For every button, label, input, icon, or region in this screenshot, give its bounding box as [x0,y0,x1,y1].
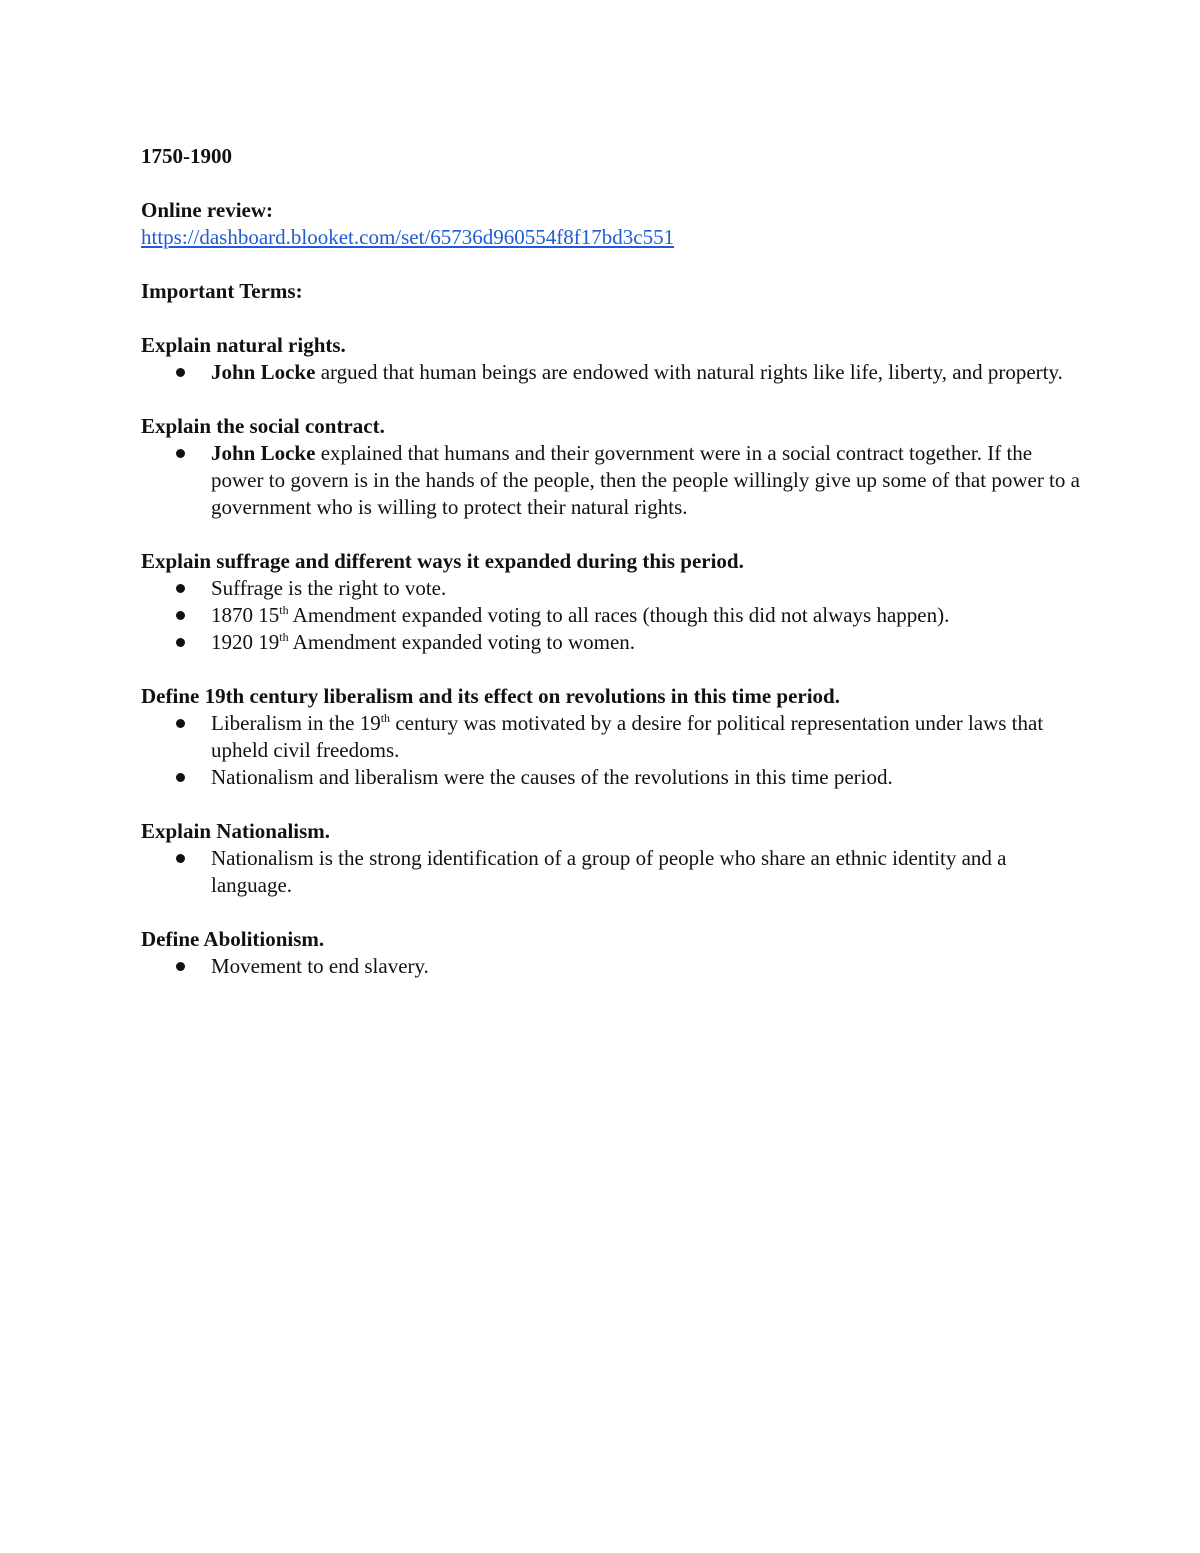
list-item [141,845,1081,899]
section-heading: Explain Nationalism. [141,819,331,843]
item-prefix: 1920 19 [211,630,280,654]
bullet-list [141,710,1081,791]
list-item [141,629,1081,656]
document-page [141,143,1081,980]
section-heading: Explain suffrage and different ways it expanded during this period. [141,549,744,573]
section-liberalism [141,683,1081,791]
item-prefix: 1870 15 [211,603,280,627]
section-heading: Define Abolitionism. [141,927,325,951]
online-review-link[interactable]: https://dashboard.blooket.com/set/65736d960554f8f17bd3c551 [141,225,675,249]
section-abolitionism [141,926,1081,980]
section-natural-rights [141,332,1081,386]
online-review-label: Online review: [141,198,274,222]
section-nationalism [141,818,1081,899]
bullet-icon [176,368,185,377]
bullet-list [141,575,1081,656]
bold-term: John Locke [211,441,316,465]
bold-term: John Locke [211,360,316,384]
section-social-contract [141,413,1081,521]
ordinal-suffix: th [279,630,289,644]
item-text: explained that humans and their government were in a social contract together. If the power to govern is in the hands of the people, then the people willingly give up some of that power to a government who is willing to protect their natural rights. [211,441,1080,519]
bullet-icon [176,638,185,647]
ordinal-suffix: th [380,711,391,725]
item-text: Suffrage is the right to vote. [211,576,447,600]
list-item [141,359,1081,386]
ordinal-suffix: th [279,603,289,617]
item-text: century was motivated by a desire for political representation under laws that upheld civil freedoms. [211,711,1044,762]
item-text: Movement to end slavery. [211,954,429,978]
document-title: 1750-1900 [141,144,232,168]
bullet-icon [176,611,185,620]
bullet-icon [176,962,185,971]
list-item [141,710,1081,764]
list-item [141,602,1081,629]
bullet-list [141,359,1081,386]
important-terms-label: Important Terms: [141,279,303,303]
bullet-icon [176,854,185,863]
item-text: Nationalism is the strong identification of a group of people who share an ethnic identity and a language. [211,846,1007,897]
bullet-list [141,440,1081,521]
item-text: Nationalism and liberalism were the causes of the revolutions in this time period. [211,765,893,789]
bullet-icon [176,449,185,458]
list-item [141,575,1081,602]
item-text: argued that human beings are endowed with natural rights like life, liberty, and property. [315,360,1063,384]
bullet-icon [176,773,185,782]
item-text: Amendment expanded voting to all races (though this did not always happen). [288,603,950,627]
bullet-icon [176,719,185,728]
section-suffrage [141,548,1081,656]
bullet-list [141,845,1081,899]
list-item [141,953,1081,980]
bullet-icon [176,584,185,593]
item-prefix: Liberalism in the 19 [211,711,381,735]
list-item [141,440,1081,521]
item-text: Amendment expanded voting to women. [288,630,636,654]
section-heading: Define 19th century liberalism and its effect on revolutions in this time period. [141,684,840,708]
section-heading: Explain the social contract. [141,414,385,438]
list-item [141,764,1081,791]
bullet-list [141,953,1081,980]
section-heading: Explain natural rights. [141,333,346,357]
